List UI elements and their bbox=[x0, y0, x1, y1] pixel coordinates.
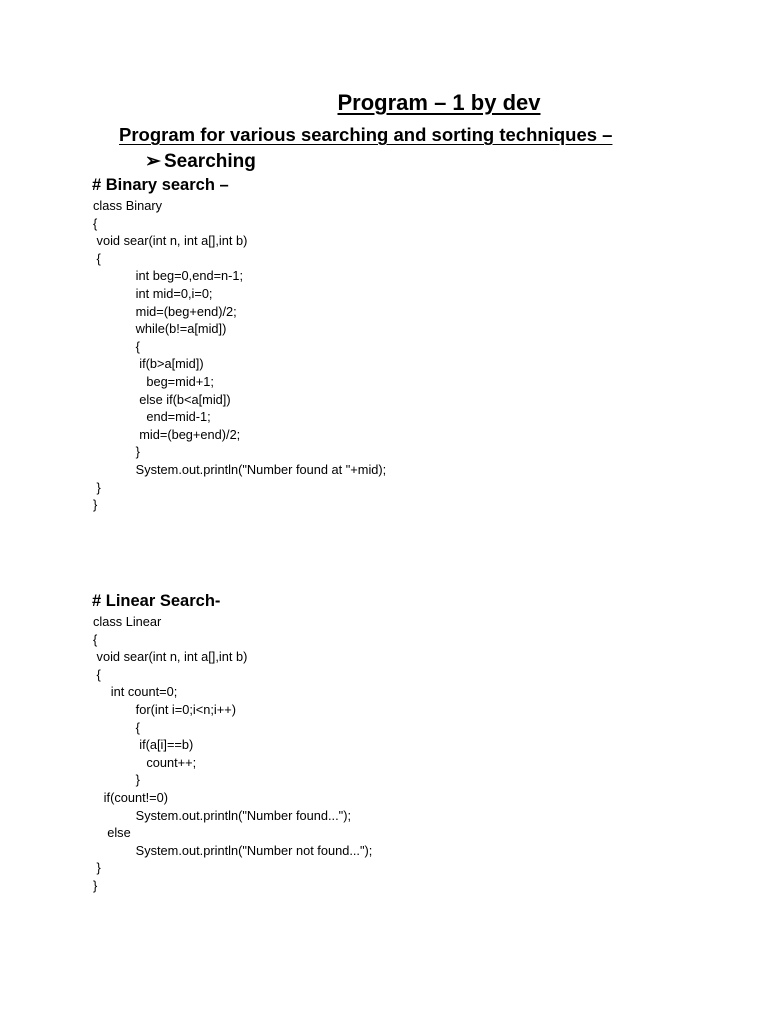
linear-search-heading: # Linear Search- bbox=[92, 592, 221, 610]
code-line: } bbox=[93, 497, 98, 513]
code-line: else if(b<a[mid]) bbox=[93, 391, 231, 407]
code-line: { bbox=[93, 719, 140, 735]
code-line: } bbox=[93, 877, 98, 893]
code-line: if(a[i]==b) bbox=[93, 737, 194, 753]
code-line: if(count!=0) bbox=[93, 789, 169, 805]
code-line: end=mid-1; bbox=[93, 409, 211, 425]
code-line: System.out.println("Number found..."); bbox=[93, 807, 352, 823]
code-line: } bbox=[93, 479, 101, 495]
code-line: } bbox=[93, 860, 101, 876]
code-line: { bbox=[93, 631, 98, 647]
searching-bullet bbox=[145, 150, 256, 173]
code-line: count++; bbox=[93, 754, 197, 770]
code-line: { bbox=[93, 215, 98, 231]
bullet-label: Searching bbox=[164, 151, 256, 172]
code-line: int beg=0,end=n-1; bbox=[93, 268, 244, 284]
code-line: { bbox=[93, 666, 101, 682]
code-line: int mid=0,i=0; bbox=[93, 285, 213, 301]
code-line: for(int i=0;i<n;i++) bbox=[93, 701, 236, 717]
arrow-bullet-icon: ➢ bbox=[145, 151, 161, 172]
code-line: System.out.println("Number not found..."); bbox=[93, 842, 373, 858]
page-title: Program – 1 by dev bbox=[337, 90, 541, 115]
code-line: while(b!=a[mid]) bbox=[93, 321, 227, 337]
code-line: class Binary bbox=[93, 198, 162, 213]
code-line: void sear(int n, int a[],int b) bbox=[93, 233, 248, 249]
page-subtitle: Program for various searching and sorting techniques – bbox=[119, 124, 613, 145]
binary-search-code bbox=[93, 197, 386, 514]
code-line: mid=(beg+end)/2; bbox=[93, 303, 237, 319]
code-line: int count=0; bbox=[93, 684, 178, 700]
code-line: System.out.println("Number found at "+mid); bbox=[93, 461, 387, 477]
code-line: void sear(int n, int a[],int b) bbox=[93, 649, 248, 665]
code-line: beg=mid+1; bbox=[93, 373, 214, 389]
code-line: class Linear bbox=[93, 614, 162, 629]
code-line: if(b>a[mid]) bbox=[93, 356, 204, 372]
linear-search-code bbox=[93, 613, 372, 895]
code-line: { bbox=[93, 338, 140, 354]
code-line: mid=(beg+end)/2; bbox=[93, 426, 241, 442]
binary-search-heading: # Binary search – bbox=[92, 176, 229, 194]
code-line: else bbox=[93, 825, 131, 841]
code-line: } bbox=[93, 444, 140, 460]
code-line: } bbox=[93, 772, 140, 788]
code-line: { bbox=[93, 250, 101, 266]
